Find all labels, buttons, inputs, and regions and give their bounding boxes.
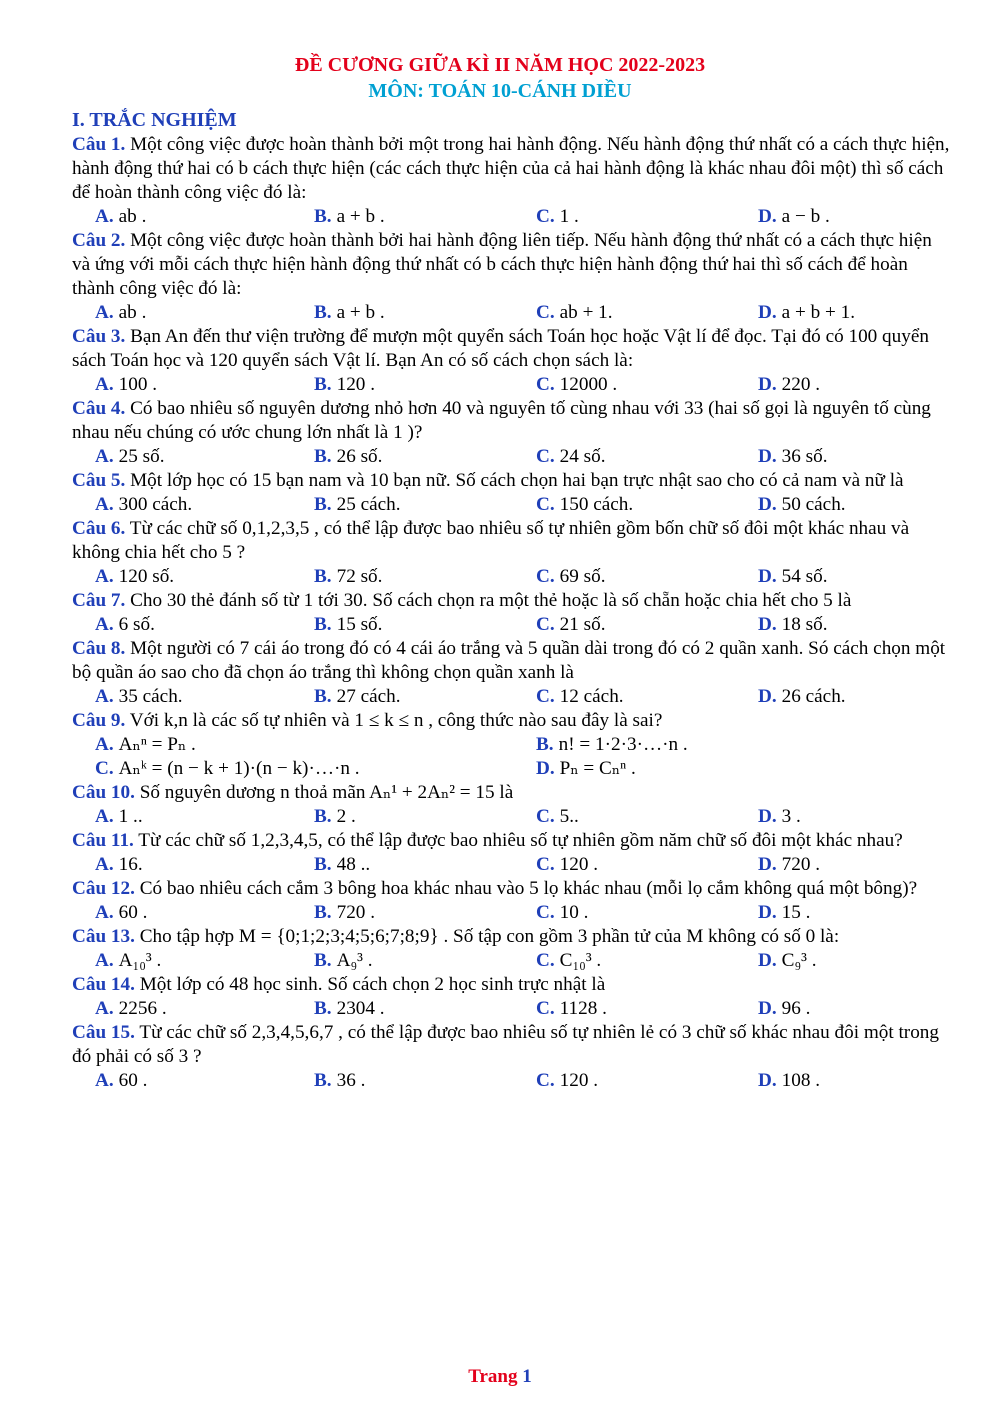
option-letter: B. [536,734,554,755]
option-letter: C. [536,686,555,707]
option-text: Aₙᵏ = (n − k + 1)·(n − k)·…·n . [118,758,360,779]
answer-option-a [95,205,314,229]
question-stem [72,325,952,373]
option-text: 60 . [118,1070,148,1091]
question-stem [72,781,952,805]
question-number: Câu 11. [72,830,134,851]
option-text: ab . [118,206,147,227]
option-letter: A. [95,998,114,1019]
option-letter: A. [95,902,114,923]
option-letter: A. [95,806,114,827]
option-text: Aₙⁿ = Pₙ . [118,734,196,755]
answer-option-d [758,493,975,517]
option-letter: B. [314,494,332,515]
question-text: Với k,n là các số tự nhiên và 1 ≤ k ≤ n , công thức nào sau đây là sai? [125,710,663,731]
answer-options [72,445,952,469]
question-text: Có bao nhiêu cách cắm 3 bông hoa khác nhau vào 5 lọ khác nhau (mỗi lọ cắm không quá một bông)? [134,878,918,899]
option-letter: B. [314,950,332,971]
question-number: Câu 13. [72,926,135,947]
question-text: Bạn An đến thư viện trường để mượn một quyển sách Toán học hoặc Vật lí để đọc. Tại đó có 100 quyển sách Toán học và 120 quyển sách Vật lí. Bạn An có số cách chọn sách là: [72,326,929,371]
option-text: 16. [118,854,143,875]
option-letter: C. [536,206,555,227]
option-text: a + b . [336,302,385,323]
option-letter: D. [758,1070,777,1091]
option-letter: C. [95,758,114,779]
question-9 [72,709,952,781]
question-number: Câu 8. [72,638,126,659]
option-text: A₉³ . [336,950,373,971]
question-number: Câu 4. [72,398,126,419]
option-letter: D. [758,854,777,875]
option-text: 120 . [559,1070,599,1091]
answer-option-a [95,613,314,637]
question-12 [72,877,952,925]
option-text: 96 . [781,998,811,1019]
option-text: 25 cách. [336,494,401,515]
option-text: ab . [118,302,147,323]
option-letter: B. [314,302,332,323]
answer-option-b [314,901,536,925]
option-letter: D. [536,758,555,779]
option-text: 5.. [559,806,579,827]
question-number: Câu 12. [72,878,135,899]
option-text: a − b . [781,206,830,227]
option-text: 120 . [559,854,599,875]
answer-option-c [536,205,758,229]
option-text: 50 cách. [781,494,846,515]
question-text: Một lớp học có 15 bạn nam và 10 bạn nữ. Số cách chọn hai bạn trực nhật sao cho có cả nam và nữ là [125,470,904,491]
option-text: 60 . [118,902,148,923]
answer-option-c [536,997,758,1021]
option-text: 100 . [118,374,158,395]
question-number: Câu 1. [72,134,126,155]
answer-options [72,613,952,637]
option-letter: C. [536,374,555,395]
option-text: ab + 1. [559,302,613,323]
option-text: 15 số. [336,614,383,635]
answer-option-c [536,373,758,397]
option-letter: D. [758,902,777,923]
answer-option-b [314,373,536,397]
option-text: 2 . [336,806,356,827]
option-letter: B. [314,998,332,1019]
answer-option-b [314,301,536,325]
option-text: 21 số. [559,614,606,635]
question-number: Câu 5. [72,470,126,491]
answer-option-b [314,853,536,877]
question-number: Câu 2. [72,230,126,251]
footer-label: Trang [468,1366,518,1387]
option-text: 2256 . [118,998,167,1019]
question-text: Từ các chữ số 2,3,4,5,6,7 , có thể lập được bao nhiêu số tự nhiên lẻ có 3 chữ số khác nhau đôi một trong đó phải có số 3 ? [72,1022,939,1067]
option-letter: C. [536,998,555,1019]
answer-option-c [536,901,758,925]
answer-option-d [758,205,975,229]
answer-option-a [95,1069,314,1093]
answer-option-d [758,373,975,397]
option-letter: A. [95,374,114,395]
option-letter: D. [758,686,777,707]
question-text: Cho tập hợp M = {0;1;2;3;4;5;6;7;8;9} . Số tập con gồm 3 phần tử của M không có số 0 là: [134,926,840,947]
answer-option-d [758,613,975,637]
answer-option-c [536,565,758,589]
option-letter: B. [314,206,332,227]
option-text: C₁₀³ . [559,950,602,971]
option-text: 220 . [781,374,821,395]
answer-option-a [95,949,314,973]
answer-option-a [95,853,314,877]
option-letter: D. [758,494,777,515]
question-number: Câu 9. [72,710,126,731]
answer-option-c [536,493,758,517]
answer-options [72,205,952,229]
section-heading: I. TRẮC NGHIỆM [72,109,237,131]
answer-options [72,493,952,517]
question-number: Câu 10. [72,782,135,803]
option-letter: A. [95,854,114,875]
option-text: 1128 . [559,998,607,1019]
option-letter: A. [95,1070,114,1091]
answer-options [72,301,952,325]
option-text: 72 số. [336,566,383,587]
question-number: Câu 14. [72,974,135,995]
answer-option-b [314,493,536,517]
option-text: 120 số. [118,566,175,587]
option-text: 150 cách. [559,494,634,515]
question-number: Câu 3. [72,326,126,347]
answer-option-c [536,949,758,973]
answer-option-d [536,757,975,781]
answer-option-d [758,685,975,709]
option-text: C₉³ . [781,950,817,971]
document-subtitle: MÔN: TOÁN 10-CÁNH DIỀU [368,80,632,102]
option-text: 24 số. [559,446,606,467]
option-text: 120 . [336,374,375,395]
answer-option-a [95,685,314,709]
question-stem [72,133,952,205]
footer-page-number: 1 [522,1366,532,1387]
answer-option-c [536,301,758,325]
page-footer [0,1366,1000,1388]
option-text: 12000 . [559,374,618,395]
question-stem [72,709,952,733]
answer-options [72,685,952,709]
question-stem [72,637,952,685]
option-letter: A. [95,566,114,587]
option-letter: B. [314,446,332,467]
answer-option-c [536,613,758,637]
answer-options [72,997,952,1021]
question-text: Số nguyên dương n thoả mãn Aₙ¹ + 2Aₙ² = 15 là [134,782,514,803]
option-letter: B. [314,614,332,635]
question-text: Một công việc được hoàn thành bởi một trong hai hành động. Nếu hành động thứ nhất có a cách thực hiện, hành động thứ hai có b cách thực hiện (các cách thực hiện của cả hai hành động là khác nhau đôi một) thì số cách để hoàn thành công việc đó là: [72,134,950,203]
answer-option-a [95,805,314,829]
option-text: 720 . [336,902,375,923]
option-letter: D. [758,374,777,395]
option-text: 69 số. [559,566,606,587]
option-letter: D. [758,806,777,827]
option-letter: D. [758,206,777,227]
answer-option-d [758,997,975,1021]
answer-option-c [536,1069,758,1093]
answer-option-d [758,301,975,325]
answer-option-a [95,445,314,469]
option-letter: C. [536,566,555,587]
answer-option-c [536,685,758,709]
question-stem [72,397,952,445]
option-text: 36 số. [781,446,828,467]
option-text: 108 . [781,1070,821,1091]
option-letter: A. [95,302,114,323]
option-letter: B. [314,1070,332,1091]
question-stem [72,829,952,853]
question-stem [72,925,952,949]
answer-options [72,1069,952,1093]
question-10 [72,781,952,829]
answer-option-d [758,565,975,589]
option-letter: C. [536,614,555,635]
answer-option-b [314,949,536,973]
answer-options [72,733,952,781]
option-text: 54 số. [781,566,828,587]
option-text: a + b . [336,206,385,227]
option-text: 26 cách. [781,686,846,707]
option-text: a + b + 1. [781,302,855,323]
question-1 [72,133,952,229]
option-text: 36 . [336,1070,366,1091]
answer-options [72,949,952,973]
answer-options [72,373,952,397]
answer-option-a [95,493,314,517]
option-text: 10 . [559,902,589,923]
question-text: Từ các chữ số 0,1,2,3,5 , có thể lập được bao nhiêu số tự nhiên gồm bốn chữ số đôi một khác nhau và không chia hết cho 5 ? [72,518,910,563]
option-letter: D. [758,998,777,1019]
option-text: 3 . [781,806,801,827]
option-letter: A. [95,494,114,515]
option-text: A₁₀³ . [118,950,162,971]
question-text: Có bao nhiêu số nguyên dương nhỏ hơn 40 và nguyên tố cùng nhau với 33 (hai số gọi là nguyên tố cùng nhau nếu chúng có ước chung lớn nhất là 1 )? [72,398,931,443]
question-number: Câu 7. [72,590,126,611]
answer-option-b [314,613,536,637]
option-letter: B. [314,902,332,923]
option-letter: D. [758,614,777,635]
option-text: 18 số. [781,614,828,635]
answer-option-a [95,373,314,397]
answer-options [72,853,952,877]
question-stem [72,517,952,565]
option-letter: A. [95,206,114,227]
answer-option-b [314,445,536,469]
option-letter: C. [536,302,555,323]
answer-option-b [536,733,975,757]
question-11 [72,829,952,877]
option-text: 25 số. [118,446,165,467]
option-text: 6 số. [118,614,155,635]
question-number: Câu 6. [72,518,126,539]
answer-option-d [758,1069,975,1093]
option-letter: C. [536,1070,555,1091]
question-6 [72,517,952,589]
question-stem [72,1021,952,1069]
answer-option-b [314,565,536,589]
option-letter: D. [758,302,777,323]
option-text: 12 cách. [559,686,624,707]
option-letter: C. [536,950,555,971]
option-text: Pₙ = Cₙⁿ . [559,758,636,779]
answer-option-c [536,853,758,877]
question-5 [72,469,952,517]
question-14 [72,973,952,1021]
question-stem [72,229,952,301]
option-letter: C. [536,854,555,875]
answer-option-a [95,901,314,925]
answer-option-a [95,565,314,589]
option-letter: C. [536,494,555,515]
answer-option-d [758,805,975,829]
answer-options [72,565,952,589]
option-letter: D. [758,950,777,971]
option-letter: C. [536,446,555,467]
option-letter: B. [314,806,332,827]
option-text: 15 . [781,902,811,923]
answer-option-a [95,301,314,325]
option-letter: B. [314,566,332,587]
option-letter: A. [95,686,114,707]
question-2 [72,229,952,325]
question-13 [72,925,952,973]
option-letter: B. [314,374,332,395]
option-text: n! = 1·2·3·…·n . [558,734,688,755]
answer-option-b [314,205,536,229]
option-text: 26 số. [336,446,383,467]
option-text: 35 cách. [118,686,183,707]
question-text: Một công việc được hoàn thành bởi hai hành động liên tiếp. Nếu hành động thứ nhất có a cách thực hiện và ứng với mỗi cách thực hiện hành động thứ nhất có b cách thực hiện hành động thứ hai thì số cách để hoàn thành công việc đó là: [72,230,932,299]
answer-option-d [758,445,975,469]
option-letter: D. [758,566,777,587]
option-text: 27 cách. [336,686,401,707]
question-text: Cho 30 thẻ đánh số từ 1 tới 30. Số cách chọn ra một thẻ hoặc là số chẵn hoặc chia hết cho 5 là [125,590,852,611]
answer-option-d [758,853,975,877]
question-list [72,133,952,1093]
option-text: 720 . [781,854,821,875]
option-letter: A. [95,446,114,467]
option-letter: B. [314,686,332,707]
option-letter: C. [536,902,555,923]
option-letter: B. [314,854,332,875]
option-letter: C. [536,806,555,827]
answer-option-c [95,757,536,781]
answer-option-d [758,901,975,925]
answer-option-b [314,997,536,1021]
question-stem [72,589,952,613]
question-stem [72,973,952,997]
option-text: 300 cách. [118,494,193,515]
question-7 [72,589,952,637]
answer-option-c [536,445,758,469]
answer-options [72,805,952,829]
question-4 [72,397,952,469]
option-text: 48 .. [336,854,371,875]
answer-option-b [314,685,536,709]
option-letter: D. [758,446,777,467]
answer-options [72,901,952,925]
question-text: Một người có 7 cái áo trong đó có 4 cái áo trắng và 5 quần dài trong đó có 2 quần xanh. Só cách chọn một bộ quần áo sao cho đã chọn áo trắng thì không chọn quần xanh là [72,638,946,683]
option-letter: A. [95,734,114,755]
answer-option-a [95,997,314,1021]
option-text: 1 .. [118,806,143,827]
question-stem [72,469,952,493]
question-15 [72,1021,952,1093]
option-text: 1 . [559,206,579,227]
question-number: Câu 15. [72,1022,135,1043]
option-letter: A. [95,950,114,971]
question-text: Từ các chữ số 1,2,3,4,5, có thể lập được bao nhiêu số tự nhiên gồm năm chữ số đôi một khác nhau? [133,830,903,851]
document-title: ĐỀ CƯƠNG GIỮA KÌ II NĂM HỌC 2022-2023 [294,54,706,76]
answer-option-b [314,805,536,829]
question-text: Một lớp có 48 học sinh. Số cách chọn 2 học sinh trực nhật là [134,974,606,995]
question-stem [72,877,952,901]
question-3 [72,325,952,397]
option-text: 2304 . [336,998,385,1019]
answer-option-d [758,949,975,973]
question-8 [72,637,952,709]
answer-option-b [314,1069,536,1093]
option-letter: A. [95,614,114,635]
answer-option-a [95,733,536,757]
answer-option-c [536,805,758,829]
